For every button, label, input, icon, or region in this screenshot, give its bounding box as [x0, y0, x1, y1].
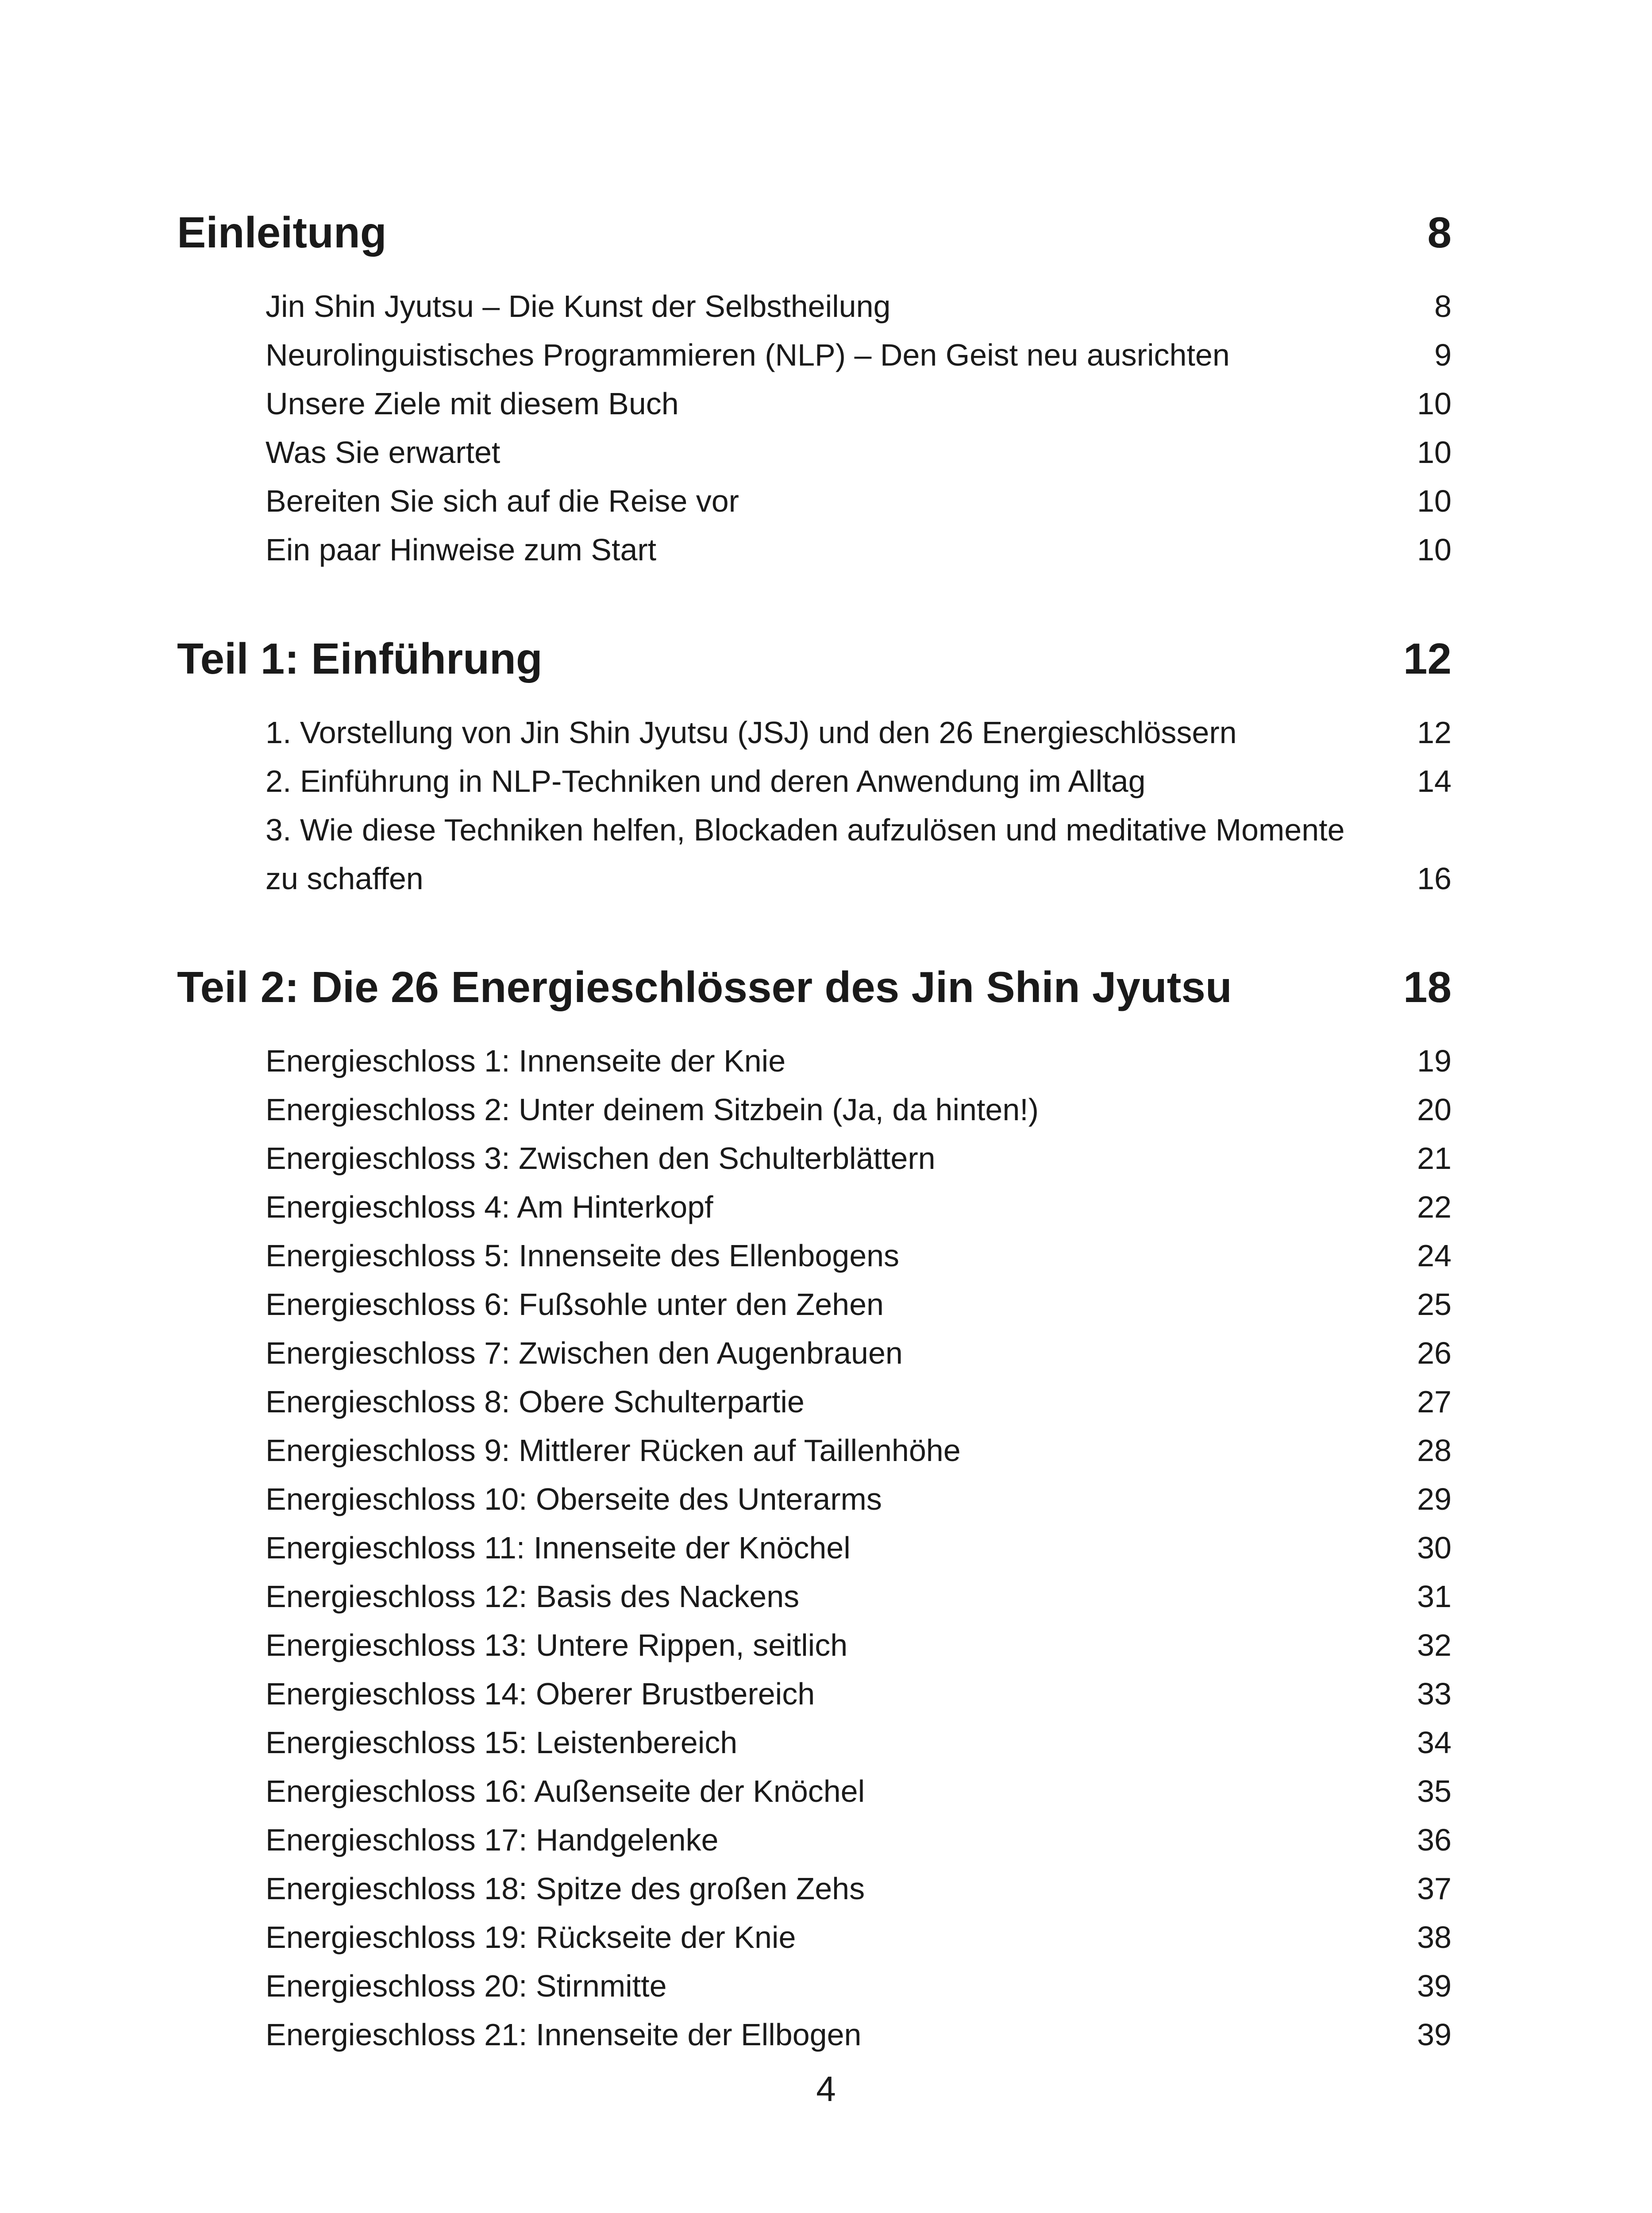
- entry-page: 35: [1417, 1774, 1452, 1808]
- entry-title: Energieschloss 2: Unter deinem Sitzbein (Ja, da hinten!): [266, 1092, 1039, 1127]
- section-heading[interactable]: [177, 206, 1452, 259]
- entry-page: 39: [1417, 2017, 1452, 2052]
- toc-entry[interactable]: [266, 1183, 1452, 1231]
- entry-page: 10: [1417, 484, 1452, 518]
- entry-title: Energieschloss 19: Rückseite der Knie: [266, 1920, 796, 1955]
- entry-title: Energieschloss 14: Oberer Brustbereich: [266, 1677, 815, 1711]
- section-heading-title: Einleitung: [177, 208, 387, 257]
- entry-page: 36: [1417, 1823, 1452, 1857]
- toc-entry[interactable]: [266, 1377, 1452, 1426]
- entry-page: 27: [1417, 1384, 1452, 1419]
- entry-title: Energieschloss 16: Außenseite der Knöchel: [266, 1774, 865, 1808]
- section-heading-page: 18: [1403, 963, 1452, 1011]
- toc-entry[interactable]: [266, 1572, 1452, 1621]
- entry-page: 25: [1417, 1287, 1452, 1322]
- entry-title: Energieschloss 10: Oberseite des Unterarms: [266, 1482, 882, 1516]
- toc-entry[interactable]: [266, 1475, 1452, 1523]
- entry-title: 2. Einführung in NLP-Techniken und deren Anwendung im Alltag: [266, 764, 1146, 798]
- toc-entry[interactable]: [266, 1669, 1452, 1718]
- section-heading[interactable]: [177, 632, 1452, 685]
- entry-page: 31: [1417, 1579, 1452, 1614]
- section-heading-page: 12: [1403, 634, 1452, 683]
- toc-entry[interactable]: [266, 428, 1452, 477]
- entry-title: Unsere Ziele mit diesem Buch: [266, 386, 679, 421]
- entry-page: 22: [1417, 1190, 1452, 1224]
- entry-page: 10: [1417, 532, 1452, 567]
- entry-title: Energieschloss 18: Spitze des großen Zehs: [266, 1871, 865, 1906]
- toc-entry[interactable]: [266, 1280, 1452, 1329]
- entry-title: 1. Vorstellung von Jin Shin Jyutsu (JSJ) und den 26 Energieschlössern: [266, 715, 1237, 750]
- entry-title: Energieschloss 21: Innenseite der Ellbogen: [266, 2017, 862, 2052]
- toc-entry[interactable]: [266, 1085, 1452, 1134]
- toc-entry[interactable]: [266, 1329, 1452, 1377]
- toc-entry[interactable]: [266, 1864, 1452, 1913]
- toc-section-teil-1: [177, 632, 1452, 903]
- entry-title: Energieschloss 8: Obere Schulterpartie: [266, 1384, 805, 1419]
- toc-section-einleitung: [177, 206, 1452, 574]
- entry-page: 33: [1417, 1677, 1452, 1711]
- section-entries: [266, 282, 1452, 574]
- page-number: 4: [816, 2069, 836, 2109]
- entry-title: Energieschloss 11: Innenseite der Knöchel: [266, 1531, 851, 1565]
- toc-entry[interactable]: [266, 1913, 1452, 1962]
- entry-page: 19: [1417, 1044, 1452, 1078]
- entry-title: Energieschloss 20: Stirnmitte: [266, 1969, 667, 2003]
- toc-entry[interactable]: [266, 757, 1452, 806]
- entry-title: 3. Wie diese Techniken helfen, Blockaden aufzulösen und meditative Momente zu schaffen: [266, 813, 1345, 896]
- entry-title: Energieschloss 4: Am Hinterkopf: [266, 1190, 713, 1224]
- toc-entry[interactable]: [266, 1718, 1452, 1767]
- toc-section-teil-2: [177, 960, 1452, 2059]
- entry-title: Energieschloss 6: Fußsohle unter den Zehen: [266, 1287, 884, 1322]
- toc-entry[interactable]: [266, 1134, 1452, 1183]
- entry-page: 29: [1417, 1482, 1452, 1516]
- toc-entry[interactable]: [266, 1523, 1452, 1572]
- entry-title: Energieschloss 1: Innenseite der Knie: [266, 1044, 786, 1078]
- section-heading-title: Teil 2: Die 26 Energieschlösser des Jin Shin Jyutsu: [177, 963, 1232, 1011]
- entry-page: 20: [1417, 1092, 1452, 1127]
- entry-page: 30: [1417, 1531, 1452, 1565]
- section-heading-title: Teil 1: Einführung: [177, 634, 543, 683]
- entry-title: Energieschloss 12: Basis des Nackens: [266, 1579, 800, 1614]
- toc-entry[interactable]: [266, 331, 1452, 379]
- toc-entry[interactable]: [266, 806, 1452, 903]
- section-entries: [266, 708, 1452, 903]
- toc-entry[interactable]: [266, 708, 1452, 757]
- entry-title: Energieschloss 13: Untere Rippen, seitlich: [266, 1628, 848, 1662]
- entry-page: 8: [1434, 289, 1452, 324]
- entry-page: 9: [1434, 338, 1452, 372]
- entry-page: 12: [1417, 715, 1452, 750]
- entry-page: 28: [1417, 1433, 1452, 1468]
- toc-entry[interactable]: [266, 1962, 1452, 2010]
- entry-page: 21: [1417, 1141, 1452, 1176]
- entry-title: Energieschloss 3: Zwischen den Schulterblättern: [266, 1141, 936, 1176]
- toc-entry[interactable]: [266, 282, 1452, 331]
- entry-title: Was Sie erwartet: [266, 435, 501, 470]
- entry-page: 34: [1417, 1725, 1452, 1760]
- entry-title: Jin Shin Jyutsu – Die Kunst der Selbstheilung: [266, 289, 891, 324]
- entry-page: 37: [1417, 1871, 1452, 1906]
- section-entries: [266, 1037, 1452, 2059]
- entry-title: Ein paar Hinweise zum Start: [266, 532, 657, 567]
- toc-entry[interactable]: [266, 525, 1452, 574]
- entry-title: Energieschloss 7: Zwischen den Augenbrauen: [266, 1336, 903, 1370]
- entry-page: 10: [1417, 435, 1452, 470]
- entry-page: 32: [1417, 1628, 1452, 1662]
- toc-entry[interactable]: [266, 379, 1452, 428]
- toc-entry[interactable]: [266, 1621, 1452, 1669]
- entry-page: 26: [1417, 1336, 1452, 1370]
- toc-entry[interactable]: [266, 1816, 1452, 1864]
- entry-page: 24: [1417, 1238, 1452, 1273]
- entry-title: Energieschloss 17: Handgelenke: [266, 1823, 719, 1857]
- toc-entry[interactable]: [266, 1426, 1452, 1475]
- toc-entry[interactable]: [266, 1037, 1452, 1085]
- entry-page: 10: [1417, 386, 1452, 421]
- entry-title: Bereiten Sie sich auf die Reise vor: [266, 484, 739, 518]
- section-heading[interactable]: [177, 960, 1452, 1014]
- entry-page: 16: [1417, 861, 1452, 896]
- entry-title: Energieschloss 15: Leistenbereich: [266, 1725, 738, 1760]
- toc-entry[interactable]: [266, 477, 1452, 525]
- toc-entry[interactable]: [266, 1231, 1452, 1280]
- toc-entry[interactable]: [266, 2010, 1452, 2059]
- toc-entry[interactable]: [266, 1767, 1452, 1816]
- entry-title: Neurolinguistisches Programmieren (NLP) – Den Geist neu ausrichten: [266, 338, 1230, 372]
- entry-title: Energieschloss 5: Innenseite des Ellenbogens: [266, 1238, 900, 1273]
- entry-title: Energieschloss 9: Mittlerer Rücken auf Taillenhöhe: [266, 1433, 961, 1468]
- entry-page: 14: [1417, 764, 1452, 798]
- entry-page: 39: [1417, 1969, 1452, 2003]
- entry-page: 38: [1417, 1920, 1452, 1955]
- section-heading-page: 8: [1427, 208, 1452, 257]
